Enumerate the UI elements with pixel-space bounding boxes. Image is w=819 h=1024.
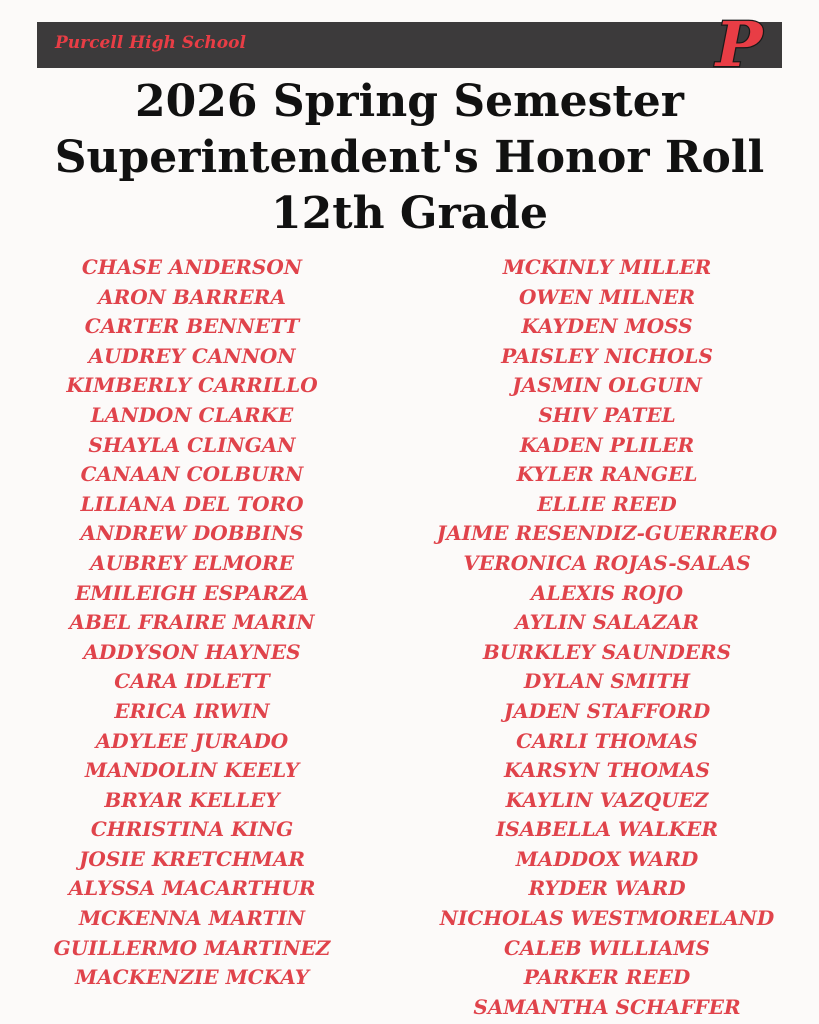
student-name: MADDOX WARD	[515, 846, 699, 871]
student-name: ERICA IRWIN	[114, 698, 270, 723]
student-name: SHAYLA CLINGAN	[88, 432, 296, 457]
student-name: ARON BARRERA	[98, 284, 286, 309]
student-name: JASMIN OLGUIN	[512, 373, 702, 398]
student-name: CANAAN COLBURN	[80, 462, 304, 487]
student-name: ELLIE REED	[537, 491, 677, 516]
student-name: MANDOLIN KEELY	[84, 758, 300, 783]
student-name: OWEN MILNER	[518, 284, 696, 309]
page-title	[0, 74, 819, 242]
student-name: KAYDEN MOSS	[521, 314, 693, 339]
header-bar	[37, 22, 782, 68]
student-name: MCKINLY MILLER	[502, 255, 712, 279]
school-name: Purcell High School	[55, 33, 246, 53]
student-name: EMILEIGH ESPARZA	[75, 580, 309, 605]
student-name: AUDREY CANNON	[88, 343, 296, 368]
student-name: NICHOLAS WESTMORELAND	[439, 906, 775, 931]
student-name: CALEB WILLIAMS	[503, 935, 710, 960]
student-name: SHIV PATEL	[538, 402, 676, 427]
student-name: KAYLIN VAZQUEZ	[505, 787, 709, 812]
student-name: KARSYN THOMAS	[504, 758, 710, 783]
student-name: ISABELLA WALKER	[495, 817, 719, 842]
student-name: PAISLEY NICHOLS	[501, 343, 713, 368]
student-name: BRYAR KELLEY	[104, 787, 280, 812]
student-name: CHRISTINA KING	[90, 817, 294, 842]
student-name: JADEN STAFFORD	[503, 698, 711, 723]
student-name: SAMANTHA SCHAFFER	[473, 994, 741, 1019]
student-name: LANDON CLARKE	[90, 402, 294, 427]
title-line-honor-roll: Superintendent's Honor Roll	[54, 132, 765, 183]
student-name: AYLIN SALAZAR	[515, 610, 699, 635]
student-name: VERONICA ROJAS-SALAS	[463, 550, 751, 575]
title-line-grade: 12th Grade	[271, 188, 548, 239]
student-name: RYDER WARD	[528, 876, 686, 901]
student-name: ANDREW DOBBINS	[80, 521, 304, 546]
student-name: JAIME RESENDIZ-GUERRERO	[436, 521, 778, 546]
names-list-left	[0, 253, 384, 993]
student-name: GUILLERMO MARTINEZ	[53, 935, 331, 960]
names-list-right	[414, 253, 800, 1022]
title-line-semester: 2026 Spring Semester	[135, 76, 684, 127]
student-name: CHASE ANDERSON	[81, 255, 303, 279]
student-name: KYLER RANGEL	[516, 462, 698, 487]
student-name: LILIANA DEL TORO	[80, 491, 304, 516]
student-name: BURKLEY SAUNDERS	[482, 639, 732, 664]
student-name: MCKENNA MARTIN	[78, 906, 306, 931]
student-name: CARTER BENNETT	[84, 314, 300, 339]
student-name: AUBREY ELMORE	[90, 550, 294, 575]
student-name: ALYSSA MACARTHUR	[68, 876, 316, 901]
student-name: ADYLEE JURADO	[95, 728, 289, 753]
student-name: ADDYSON HAYNES	[83, 639, 301, 664]
student-name: KIMBERLY CARRILLO	[66, 373, 318, 398]
student-name: ABEL FRAIRE MARIN	[69, 610, 315, 635]
logo-letter: P	[715, 10, 763, 80]
school-logo-icon	[704, 10, 774, 80]
student-name: JOSIE KRETCHMAR	[78, 846, 306, 871]
student-name: CARLI THOMAS	[516, 728, 698, 753]
student-name: KADEN PLILER	[519, 432, 695, 457]
student-name: CARA IDLETT	[114, 669, 270, 694]
student-name: MACKENZIE MCKAY	[74, 965, 310, 990]
student-name: DYLAN SMITH	[523, 669, 691, 694]
student-name: ALEXIS ROJO	[530, 580, 684, 605]
student-name: PARKER REED	[523, 965, 691, 990]
